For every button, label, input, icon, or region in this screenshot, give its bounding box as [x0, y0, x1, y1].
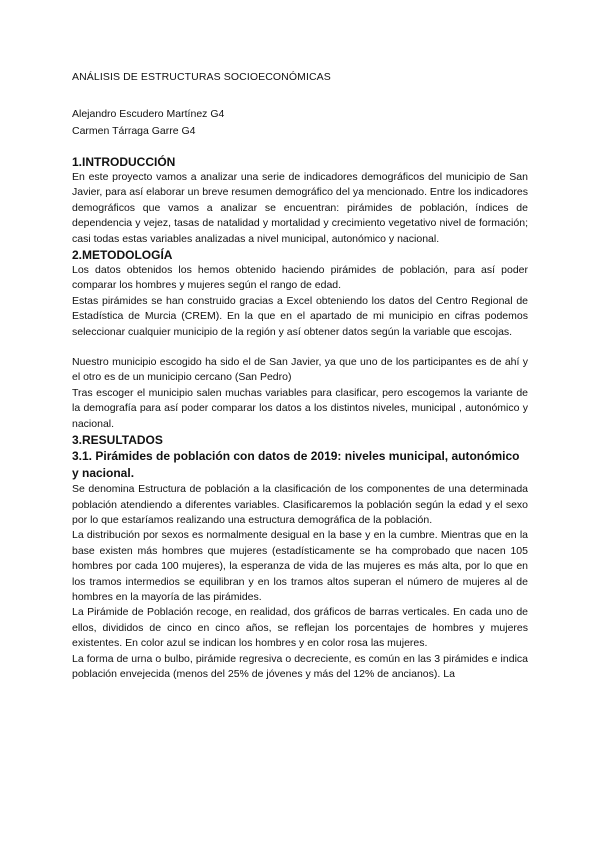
resultados-paragraph-3: La Pirámide de Población recoge, en realidad, dos gráficos de barras verticales. En cada uno de ellos, divididos de cinco en cinco años, se reflejan los porcentajes de hombres y mujeres existentes. En color azul se indican los hombres y en color rosa las mujeres.: [72, 606, 528, 650]
resultados-paragraph-4: La forma de urna o bulbo, pirámide regresiva o decreciente, es común en las 3 pirámides e indica población envejecida (menos del 25% de jóvenes y más del 12% de ancianos). La: [72, 652, 528, 680]
subsection-3-1-heading: 3.1. Pirámides de población con datos de 2019: niveles municipal, autonómico y nacional.: [72, 449, 520, 481]
metodologia-heading: 2.METODOLOGÍA: [72, 248, 173, 263]
resultados-paragraph-1: Se denomina Estructura de población a la clasificación de los componentes de una determinada población atendiendo a diferentes variables. Clasificaremos la población según la edad y el sexo por lo que estaríamos realizando una estructura demográfica de la población.: [72, 483, 528, 526]
paragraph-spacer: [72, 340, 528, 355]
metodologia-paragraph-2: Estas pirámides se han construido gracias a Excel obteniendo los datos del Centro Regional de Estadística de Murcia (CREM). En la que en el apartado de mi municipio en cifras podemos seleccionar cualquier municipio de la región y así obtener datos según la variable que escojas.: [72, 294, 528, 338]
intro-heading: 1.INTRODUCCIÓN: [72, 155, 176, 169]
resultados-paragraph-2: La distribución por sexos es normalmente desigual en la base y en la cumbre. Mientras que en la base existen más hombres que mujeres (estadísticamente se ha comprobado que nacen 105 hombres por cada 100 mujeres), la esperanza de vida de las mujeres es más alta, por lo que en los tramos intermedios se equilibran y en los tramos altos superan el número de mujeres al de hombres en la mayoría de las pirámides.: [72, 529, 528, 603]
author-1: Alejandro Escudero Martínez G4: [72, 108, 225, 120]
document-page: [72, 70, 528, 682]
resultados-heading: 3.RESULTADOS: [72, 433, 163, 448]
metodologia-paragraph-1: Los datos obtenidos los hemos obtenido haciendo pirámides de población, para así poder comparar los hombres y mujeres según el rango de edad.: [72, 264, 528, 292]
author-2: Carmen Tárraga Garre G4: [72, 125, 196, 137]
author-list: [72, 106, 528, 140]
metodologia-paragraph-4: Tras escoger el municipio salen muchas variables para clasificar, pero escogemos la variante de la demografía para así poder comparar los datos a los distintos niveles, municipal , autonómico y nacional.: [72, 386, 528, 430]
metodologia-paragraph-3: Nuestro municipio escogido ha sido el de San Javier, ya que uno de los participantes es de ahí y el otro es de un municipio cercano (San Pedro): [72, 356, 528, 384]
document-title: ANÁLISIS DE ESTRUCTURAS SOCIOECONÓMICAS: [72, 71, 331, 83]
intro-paragraph: En este proyecto vamos a analizar una serie de indicadores demográficos del municipio de San Javier, para así elaborar un breve resumen demográfico del ya mencionado. Entre los indicadores demográficos que vamos a analizar se encuentran: pirámides de población, índices de dependencia y vejez, tasas de natalidad y mortalidad y crecimiento vegetativo nivel de formación; casi todas estas variables analizadas a nivel municipal, autonómico y nacional.: [72, 171, 528, 245]
